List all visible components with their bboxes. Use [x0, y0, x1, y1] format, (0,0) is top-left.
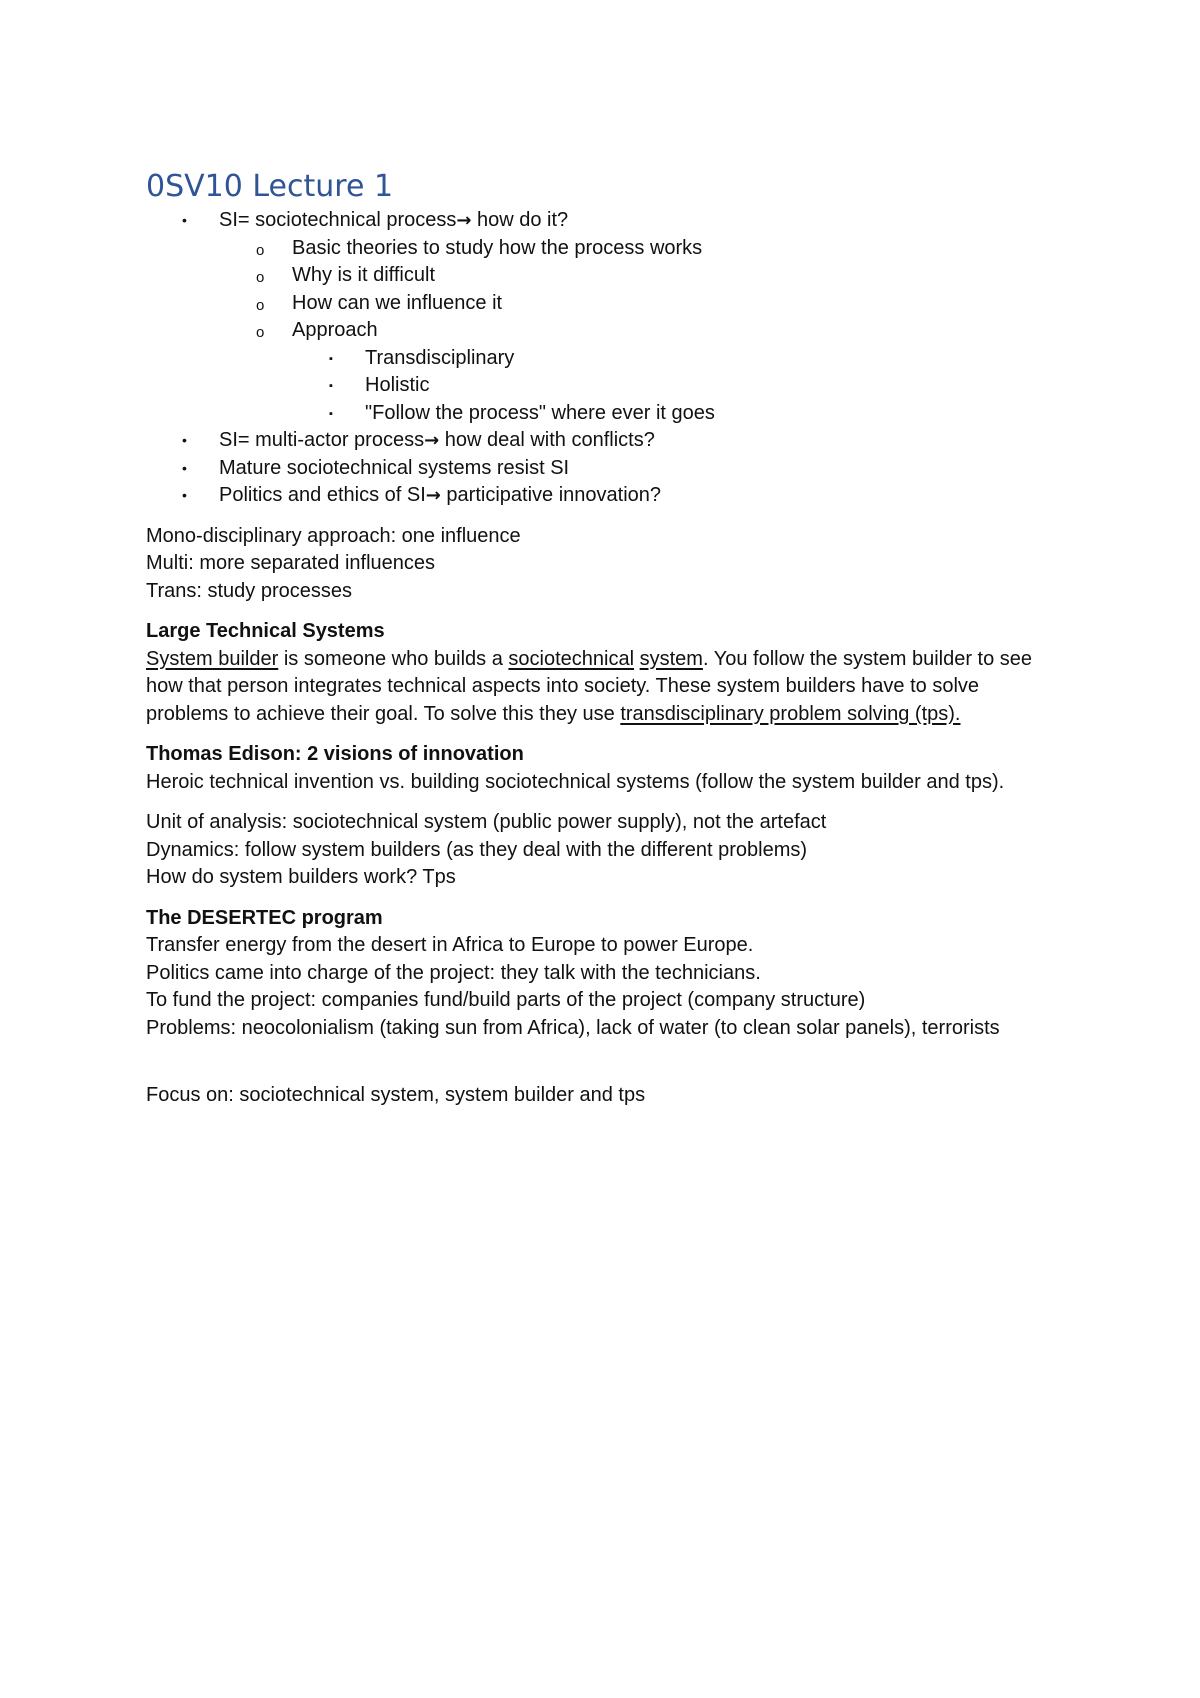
square-bullet-icon: ▪ — [329, 352, 333, 365]
list-item: • Politics and ethics of SI→ participative innovation? — [146, 482, 1066, 510]
square-bullet-icon: ▪ — [329, 407, 333, 420]
list-item: ▪ Holistic — [146, 372, 1066, 400]
arrow-right-icon: → — [456, 210, 472, 231]
document-title: 0SV10 Lecture 1 — [146, 169, 394, 204]
square-bullet-icon: ▪ — [329, 380, 333, 392]
edison-section — [146, 741, 1066, 796]
section-heading: Thomas Edison: 2 visions of innovation — [146, 743, 524, 765]
lts-paragraph: System builder is someone who builds a sociotechnical system. You follow the system builder to see how that person integrates technical aspects into society. These system builders have to solve problems to achieve their goal. To solve this they use transdisciplinary problem solving (tps). — [146, 647, 1033, 725]
document-page — [146, 168, 1066, 1110]
list-item: ▪ Transdisciplinary — [146, 345, 1066, 373]
spacer — [146, 1042, 1066, 1069]
circle-bullet-icon: o — [256, 269, 265, 286]
list-item: • SI= sociotechnical process→ how do it? — [146, 207, 1066, 235]
list-item: • Mature sociotechnical systems resist SI — [146, 455, 1066, 483]
edison-paragraph: Heroic technical invention vs. building sociotechnical systems (follow the system builder and tps). — [146, 770, 1005, 793]
desertec-section: The DESERTEC program Transfer energy from the desert in Africa to Europe to power Europe. Politics came into charge of the project: they talk with the technicians. To fund the project: companies fund/build parts of the project (company structure) Problems: neocolonialism (taking sun from Africa), lack of water (to clean solar panels), terrorists — [146, 905, 1066, 1043]
bullet-icon: • — [182, 212, 187, 228]
bullet-icon: • — [182, 487, 187, 503]
approaches-paragraph: Mono-disciplinary approach: one influence Multi: more separated influences Trans: study processes — [146, 524, 521, 602]
list-item: ▪ "Follow the process" where ever it goes — [146, 400, 1066, 428]
lts-section — [146, 618, 1066, 728]
arrow-right-icon: → — [425, 485, 441, 506]
list-item: o Why is it difficult — [146, 262, 1066, 290]
circle-bullet-icon: o — [256, 241, 265, 259]
outline-list — [146, 207, 1066, 510]
section-heading: Large Technical Systems — [146, 620, 385, 642]
circle-bullet-icon: o — [256, 296, 265, 314]
analysis-paragraph: Unit of analysis: sociotechnical system (public power supply), not the artefact Dynamics: follow system builders (as they deal with the different problems) How do system builders work? Tps — [146, 811, 827, 888]
focus-paragraph: Focus on: sociotechnical system, system builder and tps — [146, 1084, 646, 1106]
bullet-icon: • — [182, 432, 187, 448]
list-item: o Approach — [146, 317, 1066, 345]
list-item: o Basic theories to study how the process works — [146, 235, 1066, 263]
bullet-icon: • — [182, 459, 187, 476]
list-item: • SI= multi-actor process→ how deal with conflicts? — [146, 427, 1066, 455]
circle-bullet-icon: o — [256, 324, 265, 341]
list-item: o How can we influence it — [146, 290, 1066, 318]
section-heading: The DESERTEC program — [146, 906, 383, 929]
arrow-right-icon: → — [424, 430, 440, 451]
